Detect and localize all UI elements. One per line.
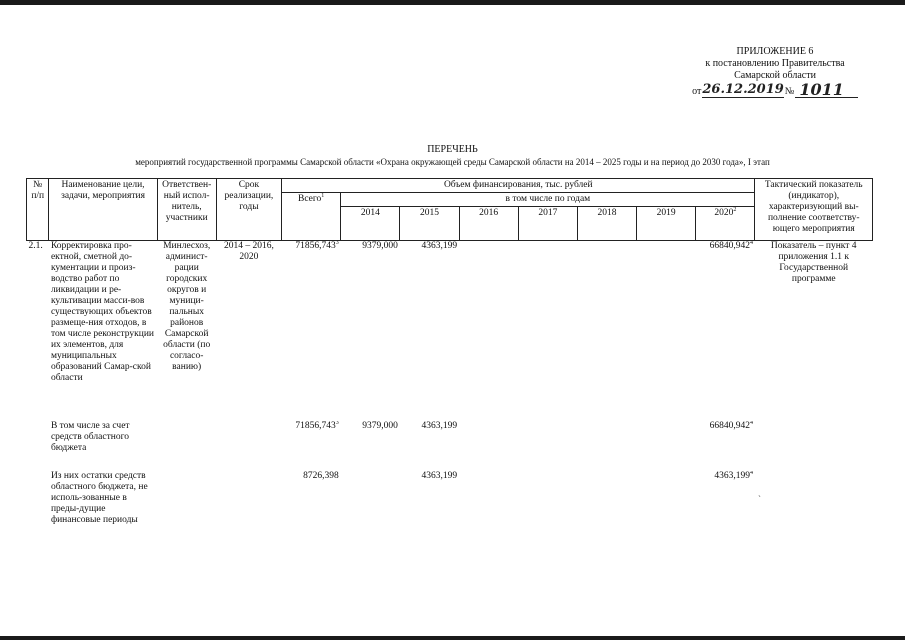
header-by-years: в том числе по годам xyxy=(341,193,755,207)
row-indicator xyxy=(755,421,873,471)
row-num xyxy=(27,471,49,551)
table-row xyxy=(27,421,873,471)
bottom-border-line xyxy=(0,636,905,640)
header-year-2019: 2019 xyxy=(637,207,696,241)
row-2018 xyxy=(577,421,636,471)
row-name: Из них остатки средств областного бюджета, не исполь-зованные в преды-дущие финансовые периоды xyxy=(50,470,148,525)
appendix-title: ПРИЛОЖЕНИЕ 6 xyxy=(736,46,814,57)
from-label: от xyxy=(692,86,702,97)
row-executor xyxy=(157,471,216,551)
header-year-2020-note: 2 xyxy=(733,207,737,213)
row-2015: 4363,199 xyxy=(421,420,458,431)
number-label: № xyxy=(784,86,795,97)
row-name: Корректировка про-ектной, сметной до-кументации и произ-водство работ по ликвидации и ре-культивации масси-вов существующих объектов размеще-ния отходов, в том числе реконструкции их элементов, для муниципальных образований Самар-ской области xyxy=(50,241,154,383)
handwritten-date: 26.12.2019 xyxy=(702,82,784,97)
header-name: Наименование цели, задачи, мероприятия xyxy=(49,179,157,241)
table-row xyxy=(27,471,873,551)
header-period: Срок реализации, годы xyxy=(216,179,281,241)
row-2020-value: 66840,942 xyxy=(709,241,750,251)
row-indicator: Показатель – пункт 4 приложения 1.1 к Государственной программе xyxy=(770,241,857,284)
row-executor xyxy=(157,421,216,471)
row-total-note: 3 xyxy=(335,240,339,246)
document-title: ПЕРЕЧЕНЬ xyxy=(427,144,478,155)
appendix-date-line xyxy=(690,80,860,99)
row-period xyxy=(216,471,281,551)
appendix-resolution-line: к постановлению Правительства xyxy=(705,58,845,69)
row-total xyxy=(282,241,341,421)
row-total-value: 71856,743 xyxy=(295,420,336,431)
header-num: № п/п xyxy=(27,179,49,241)
row-2020 xyxy=(696,241,755,421)
row-2020-note: 4 xyxy=(749,420,753,426)
row-indicator xyxy=(755,471,873,551)
row-2017 xyxy=(518,421,577,471)
header-year-2015: 2015 xyxy=(400,207,459,241)
row-num xyxy=(27,421,49,471)
header-year-2020 xyxy=(696,207,755,241)
header-year-2017: 2017 xyxy=(518,207,577,241)
funding-table xyxy=(26,178,873,551)
header-year-2016: 2016 xyxy=(459,207,518,241)
row-2020 xyxy=(696,421,755,471)
table-row xyxy=(27,241,873,421)
header-total-label: Всего xyxy=(298,194,322,204)
row-2020-note: 4 xyxy=(749,240,753,246)
row-total-value: 8726,398 xyxy=(303,470,339,481)
header-year-2014: 2014 xyxy=(341,207,400,241)
row-2016 xyxy=(459,421,518,471)
row-total xyxy=(282,421,341,471)
row-2016 xyxy=(459,241,518,421)
header-executor: Ответствен-ный испол-нитель, участники xyxy=(157,179,216,241)
row-2015: 4363,199 xyxy=(421,241,458,251)
row-total xyxy=(282,471,341,551)
header-total-note: 1 xyxy=(321,193,325,199)
row-2020 xyxy=(696,471,755,551)
row-2019 xyxy=(637,421,696,471)
row-2019 xyxy=(637,471,696,551)
row-2014: 9379,000 xyxy=(362,241,398,251)
row-2017 xyxy=(518,241,577,421)
appendix-block xyxy=(690,46,860,98)
row-2018 xyxy=(577,471,636,551)
row-2018 xyxy=(577,241,636,421)
row-total-note: 3 xyxy=(335,420,339,426)
row-total-value: 71856,743 xyxy=(295,241,336,251)
document-subtitle: мероприятий государственной программы Самарской области «Охрана окружающей среды Самарской области на 2014 – 2025 годы и на период до 2030 года», I этап xyxy=(135,157,770,167)
top-border-line xyxy=(0,0,905,5)
row-2019 xyxy=(637,241,696,421)
header-year-2018: 2018 xyxy=(577,207,636,241)
row-2020-value: 66840,942 xyxy=(709,420,750,431)
row-2020-value: 4363,199 xyxy=(714,470,750,481)
row-2016 xyxy=(459,471,518,551)
header-total xyxy=(282,193,341,241)
row-period xyxy=(216,421,281,471)
row-name: В том числе за счет средств областного бюджета xyxy=(50,420,130,453)
row-num: 2.1. xyxy=(28,241,43,251)
handwritten-number: 1011 xyxy=(795,83,858,98)
row-2017 xyxy=(518,471,577,551)
row-2015: 4363,199 xyxy=(421,470,458,481)
row-2014 xyxy=(341,471,400,551)
appendix-region-line: Самарской области xyxy=(734,70,816,81)
scan-mark: ` xyxy=(758,494,761,504)
row-2014: 9379,000 xyxy=(362,420,398,431)
header-year-2020-label: 2020 xyxy=(714,208,734,218)
header-funding: Объем финансирования, тыс. рублей xyxy=(282,179,755,193)
row-period: 2014 – 2016, 2020 xyxy=(223,241,274,262)
row-2020-note: 4 xyxy=(749,470,753,476)
row-executor: Минлесхоз, админист-рации городских округов и муници-пальных районов Самарской области (по согласо-ванию) xyxy=(163,241,211,372)
header-indicator: Тактический показатель (индикатор), характеризующий вы-полнение соответству-ющего мероприятия xyxy=(755,179,873,241)
